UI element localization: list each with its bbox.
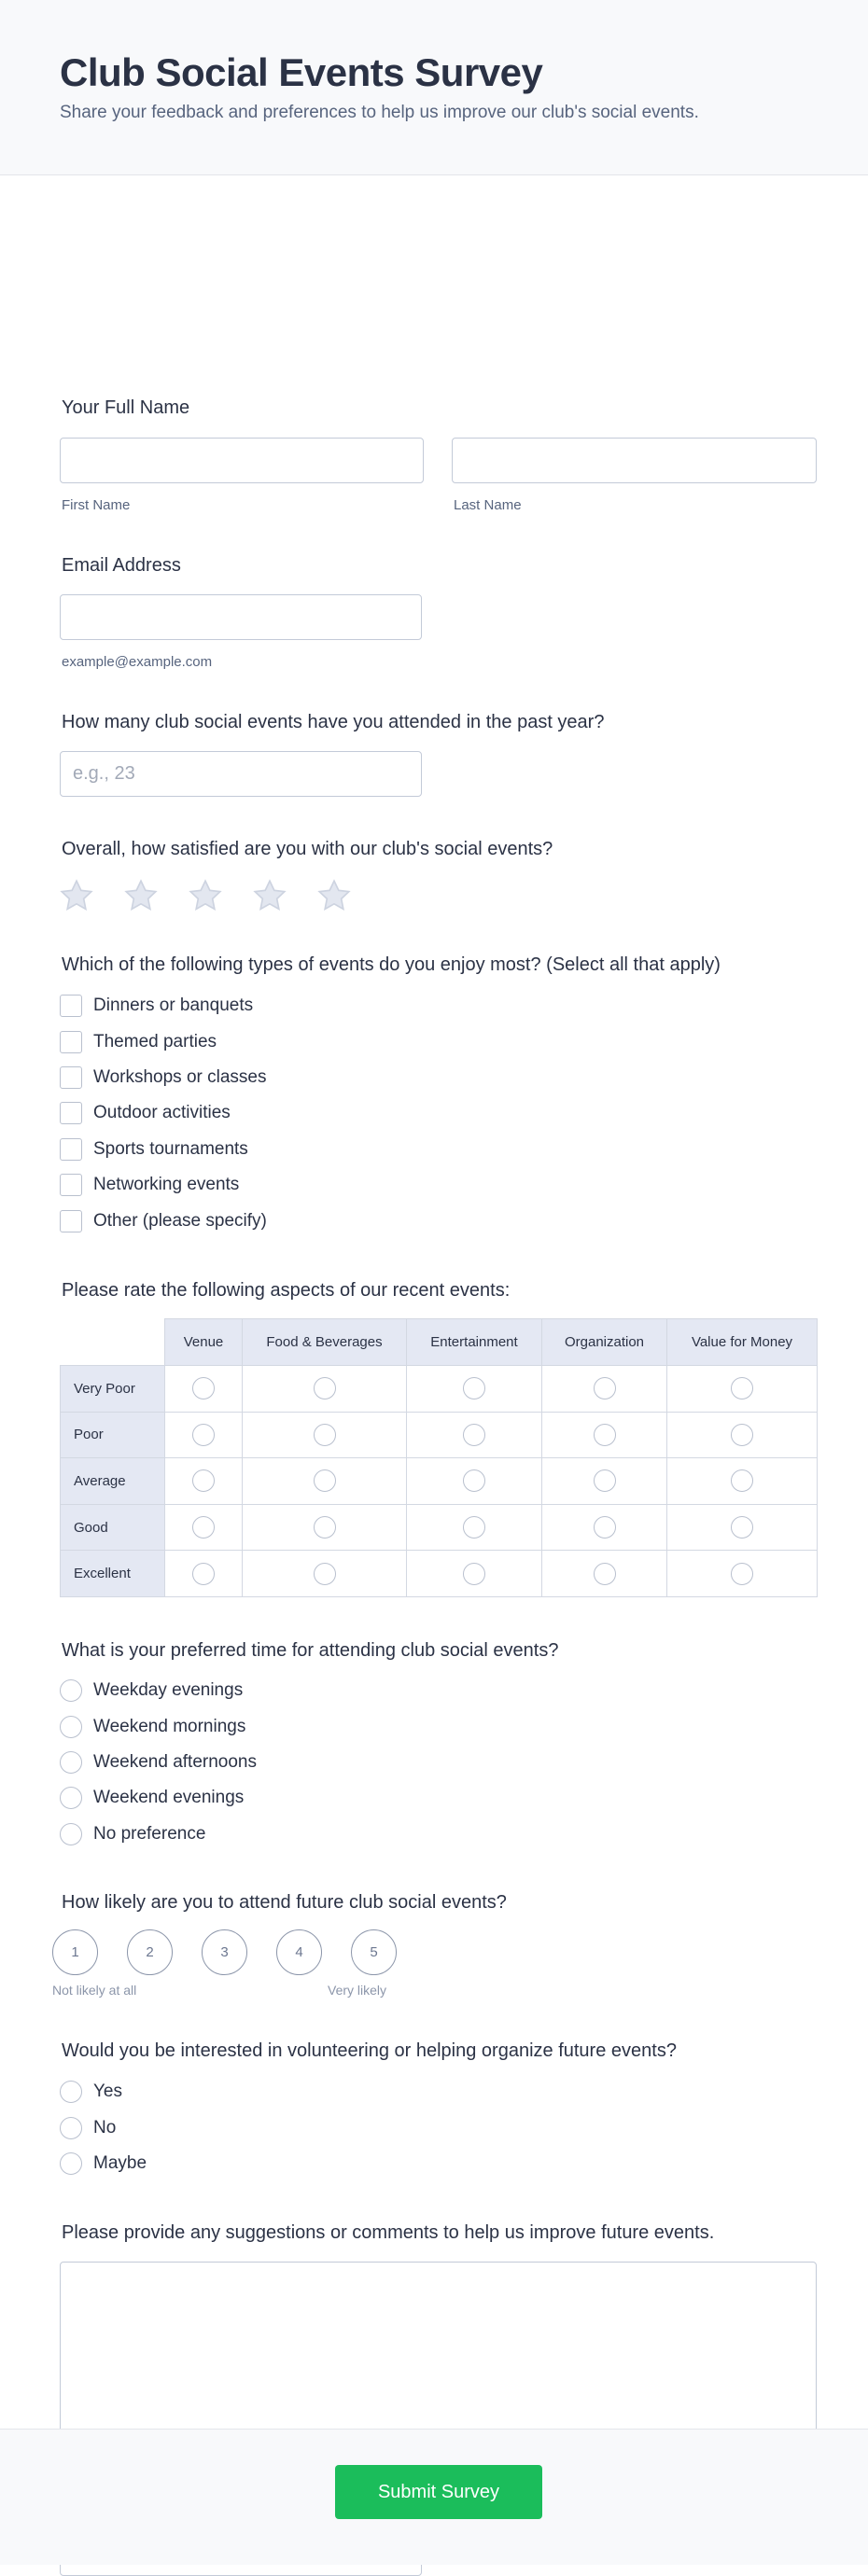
radio-item[interactable] [60,2074,147,2110]
checkbox-label: Dinners or banquets [93,996,254,1016]
matrix-radio[interactable] [594,1469,616,1492]
preferred-time-label: What is your preferred time for attending club social events? [62,1640,559,1661]
checkbox-label: Themed parties [93,1031,217,1051]
matrix-row [61,1412,818,1458]
suggestions-label: Please provide any suggestions or comments to help us improve future events. [62,2222,715,2243]
matrix-radio[interactable] [463,1469,485,1492]
checkbox[interactable] [60,1066,82,1089]
form-subtitle: Share your feedback and preferences to help us improve our club's social events. [60,103,699,122]
scale-option[interactable]: 3 [202,1929,247,1975]
radio-label: Weekend mornings [93,1716,246,1736]
checkbox-item[interactable] [60,1023,267,1059]
matrix-radio[interactable] [463,1377,485,1399]
form-title: Club Social Events Survey [60,50,543,94]
checkbox-label: Networking events [93,1175,240,1195]
likelihood-scale [52,1929,397,1975]
checkbox[interactable] [60,995,82,1017]
matrix-radio[interactable] [731,1377,753,1399]
volunteer-label: Would you be interested in volunteering or helping organize future events? [62,2040,677,2061]
events-attended-input[interactable] [60,751,422,797]
matrix-column-header: Food & Beverages [243,1319,407,1366]
radio-label: Weekend evenings [93,1788,245,1808]
submit-button[interactable]: Submit Survey [335,2465,542,2519]
matrix-radio[interactable] [192,1424,215,1446]
scale-low-label: Not likely at all [52,1983,137,1998]
checkbox[interactable] [60,1174,82,1196]
checkbox-item[interactable] [60,1167,267,1203]
star-icon[interactable] [315,877,353,914]
matrix-corner [61,1319,165,1366]
matrix-column-header: Venue [165,1319,243,1366]
radio-label: Maybe [93,2152,147,2173]
matrix-radio[interactable] [192,1377,215,1399]
checkbox-label: Other (please specify) [93,1210,267,1231]
radio[interactable] [60,2117,82,2139]
checkbox[interactable] [60,1210,82,1232]
checkbox-item[interactable] [60,988,267,1023]
checkbox-label: Sports tournaments [93,1138,248,1159]
radio-item[interactable] [60,1745,257,1780]
satisfaction-label: Overall, how satisfied are you with our club's social events? [62,839,553,859]
radio-label: No preference [93,1823,206,1844]
checkbox[interactable] [60,1138,82,1161]
event-types-label: Which of the following types of events do you enjoy most? (Select all that apply) [62,954,721,975]
matrix-column-header: Entertainment [407,1319,542,1366]
matrix-radio[interactable] [731,1516,753,1539]
scale-high-label: Very likely [328,1983,387,1998]
matrix-radio[interactable] [192,1563,215,1585]
matrix-radio[interactable] [463,1424,485,1446]
first-name-input[interactable] [60,438,424,483]
checkbox-label: Outdoor activities [93,1103,231,1123]
form-footer [0,2429,868,2565]
checkbox-item[interactable] [60,1132,267,1167]
radio-label: Weekend afternoons [93,1751,257,1772]
radio[interactable] [60,1823,82,1845]
matrix-radio[interactable] [192,1469,215,1492]
suggestions-textarea[interactable] [60,2262,817,2449]
matrix-radio[interactable] [594,1424,616,1446]
matrix-row-label: Average [61,1458,165,1505]
matrix-row-label: Very Poor [61,1366,165,1413]
radio-item[interactable] [60,2110,147,2145]
matrix-column-header: Value for Money [667,1319,818,1366]
first-name-sublabel: First Name [62,497,131,513]
checkbox-item[interactable] [60,1203,267,1238]
radio-item[interactable] [60,2146,147,2181]
full-name-label: Your Full Name [62,397,190,418]
last-name-input[interactable] [452,438,817,483]
event-types-list [60,988,267,1239]
radio[interactable] [60,1716,82,1738]
email-input[interactable] [60,594,422,640]
star-icon[interactable] [122,877,160,914]
matrix-radio[interactable] [594,1377,616,1399]
matrix-radio[interactable] [731,1469,753,1492]
rating-matrix-label: Please rate the following aspects of our recent events: [62,1280,511,1301]
scale-option[interactable]: 5 [351,1929,397,1975]
radio-label: Yes [93,2082,122,2102]
checkbox-item[interactable] [60,1060,267,1095]
matrix-radio[interactable] [314,1377,336,1399]
last-name-sublabel: Last Name [454,497,522,513]
radio[interactable] [60,2081,82,2103]
radio-item[interactable] [60,1708,257,1744]
matrix-radio[interactable] [594,1516,616,1539]
star-rating [58,877,353,914]
form-header [0,0,868,175]
scale-option[interactable]: 1 [52,1929,98,1975]
matrix-radio[interactable] [594,1563,616,1585]
checkbox-label: Workshops or classes [93,1066,267,1087]
matrix-radio[interactable] [314,1469,336,1492]
radio[interactable] [60,1751,82,1774]
radio[interactable] [60,1787,82,1809]
radio-item[interactable] [60,1780,257,1816]
preferred-time-list [60,1673,257,1852]
star-icon[interactable] [187,877,224,914]
matrix-row [61,1366,818,1413]
radio[interactable] [60,2152,82,2175]
matrix-row [61,1551,818,1597]
matrix-column-header: Organization [542,1319,667,1366]
likelihood-label: How likely are you to attend future club social events? [62,1892,507,1913]
radio-label: Weekday evenings [93,1680,244,1701]
checkbox[interactable] [60,1102,82,1124]
matrix-radio[interactable] [192,1516,215,1539]
email-label: Email Address [62,555,181,576]
scale-option[interactable]: 2 [127,1929,173,1975]
matrix-radio[interactable] [314,1424,336,1446]
matrix-row-label: Good [61,1504,165,1551]
matrix-row-label: Excellent [61,1551,165,1597]
email-sublabel: example@example.com [62,654,213,670]
radio[interactable] [60,1679,82,1702]
volunteer-list [60,2074,147,2181]
matrix-radio[interactable] [314,1563,336,1585]
matrix-radio[interactable] [463,1563,485,1585]
checkbox-item[interactable] [60,1095,267,1131]
matrix-radio[interactable] [463,1516,485,1539]
radio-item[interactable] [60,1817,257,1852]
events-attended-label: How many club social events have you attended in the past year? [62,712,605,732]
radio-label: No [93,2117,117,2137]
matrix-radio[interactable] [314,1516,336,1539]
matrix-radio[interactable] [731,1563,753,1585]
star-icon[interactable] [58,877,95,914]
matrix-row-label: Poor [61,1412,165,1458]
scale-option[interactable]: 4 [276,1929,322,1975]
checkbox[interactable] [60,1031,82,1053]
matrix-radio[interactable] [731,1424,753,1446]
matrix-row [61,1458,818,1505]
matrix-row [61,1504,818,1551]
star-icon[interactable] [251,877,288,914]
radio-item[interactable] [60,1673,257,1708]
rating-matrix [60,1318,818,1597]
